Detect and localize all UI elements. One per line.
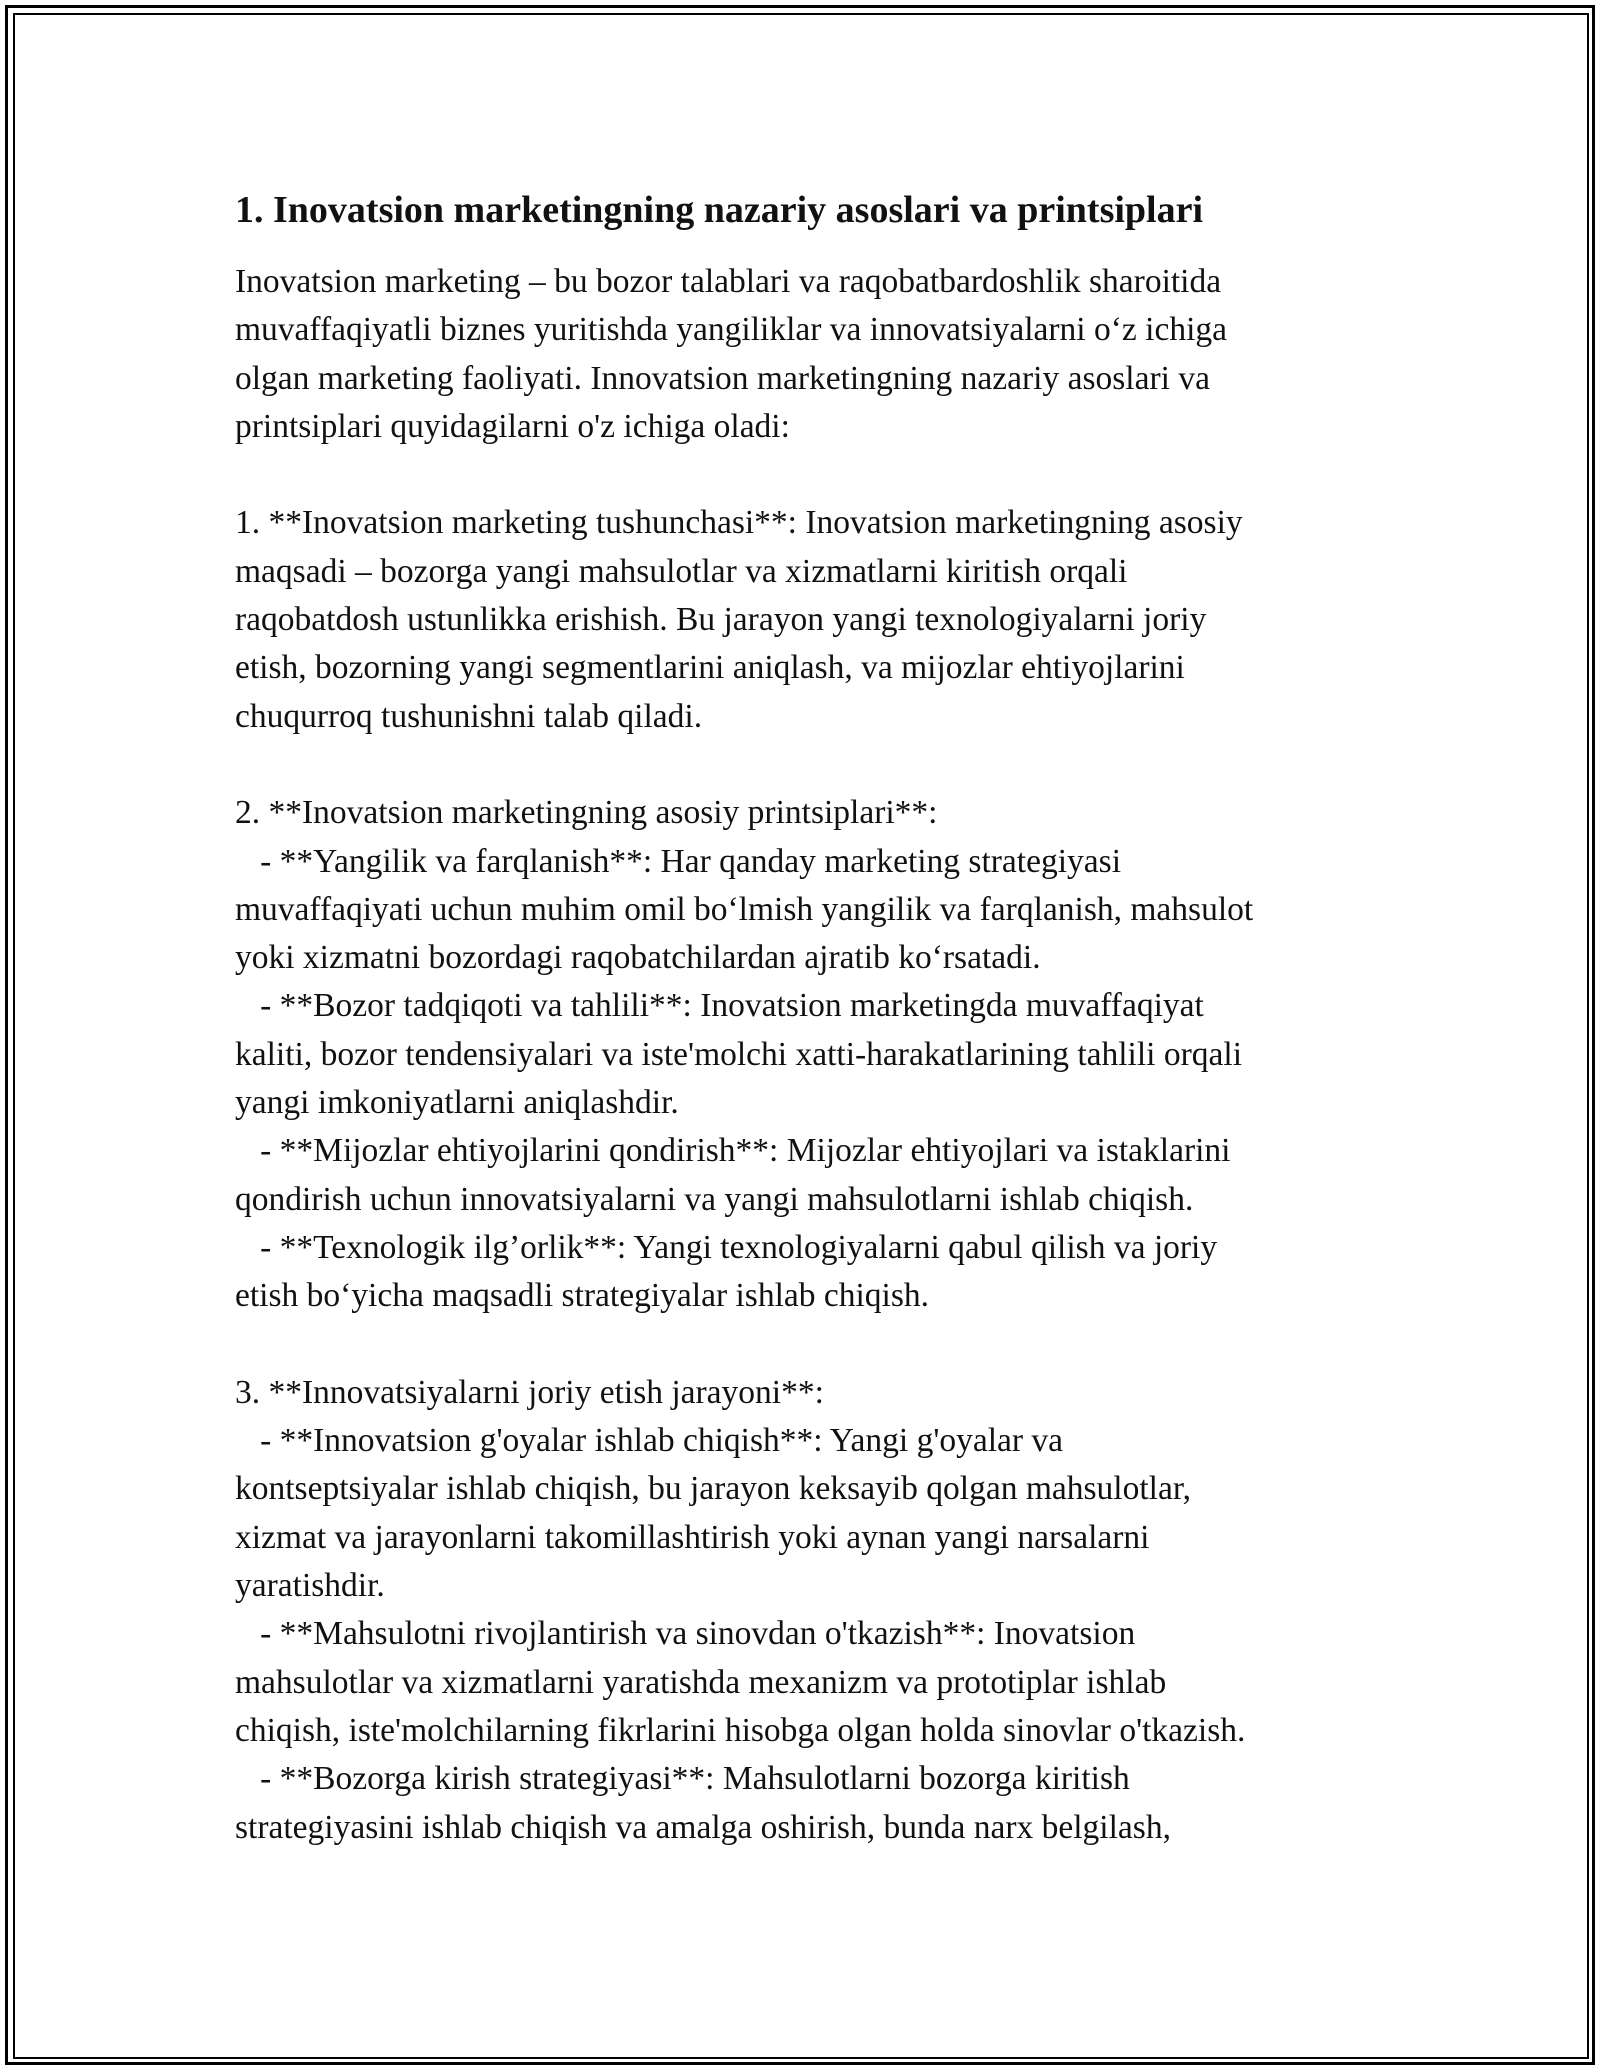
text-line: olgan marketing faoliyati. Innovatsion marketingning nazariy asoslari va	[235, 359, 1210, 397]
blank-line	[235, 451, 1355, 499]
text-line: - **Bozorga kirish strategiyasi**: Mahsulotlarni bozorga kiritish	[235, 1760, 1130, 1798]
text-line: etish, bozorning yangi segmentlarini aniqlash, va mijozlar ehtiyojlarini	[235, 649, 1185, 687]
text-line: - **Texnologik ilg’orlik**: Yangi texnologiyalarni qabul qilish va joriy	[235, 1228, 1218, 1266]
text-line: yoki xizmatni bozordagi raqobatchilardan ajratib koʻrsatadi.	[235, 939, 1041, 977]
text-line: - **Bozor tadqiqoti va tahlili**: Inovatsion marketingda muvaffaqiyat	[235, 987, 1204, 1025]
text-line: Inovatsion marketing – bu bozor talablari va raqobatbardoshlik sharoitida	[235, 263, 1222, 300]
text-line: chuqurroq tushunishni talab qiladi.	[235, 697, 703, 735]
blank-line	[235, 741, 1355, 789]
text-line: kontseptsiyalar ishlab chiqish, bu jarayon keksayib qolgan mahsulotlar,	[235, 1470, 1192, 1508]
text-line: strategiyasini ishlab chiqish va amalga oshirish, bunda narx belgilash,	[235, 1808, 1171, 1846]
text-line: raqobatdosh ustunlikka erishish. Bu jarayon yangi texnologiyalarni joriy	[235, 601, 1207, 639]
text-line: kaliti, bozor tendensiyalari va iste'molchi xatti-harakatlarining tahlili orqali	[235, 1035, 1242, 1073]
text-line: yaratishdir.	[235, 1567, 385, 1605]
text-line: maqsadi – bozorga yangi mahsulotlar va xizmatlarni kiritish orqali	[235, 552, 1128, 590]
text-line: muvaffaqiyatli biznes yuritishda yangiliklar va innovatsiyalarni oʻz ichiga	[235, 311, 1227, 349]
document-content	[235, 186, 1355, 1852]
text-line: - **Innovatsion g'oyalar ishlab chiqish**: Yangi g'oyalar va	[235, 1422, 1064, 1460]
text-line: 1. **Inovatsion marketing tushunchasi**: Inovatsion marketingning asosiy	[235, 504, 1243, 542]
text-line: qondirish uchun innovatsiyalarni va yangi mahsulotlarni ishlab chiqish.	[235, 1180, 1194, 1218]
text-line: xizmat va jarayonlarni takomillashtirish yoki aynan yangi narsalarni	[235, 1518, 1150, 1556]
text-line: muvaffaqiyati uchun muhim omil boʻlmish yangilik va farqlanish, mahsulot	[235, 890, 1254, 928]
document-body	[235, 258, 1355, 1852]
text-line: - **Mijozlar ehtiyojlarini qondirish**: Mijozlar ehtiyojlari va istaklarini	[235, 1132, 1231, 1170]
text-line: 3. **Innovatsiyalarni joriy etish jarayoni**:	[235, 1373, 824, 1411]
text-line: - **Mahsulotni rivojlantirish va sinovdan o'tkazish**: Inovatsion	[235, 1615, 1136, 1653]
text-line: chiqish, iste'molchilarning fikrlarini hisobga olgan holda sinovlar o'tkazish.	[235, 1711, 1246, 1749]
text-line: etish boʻyicha maqsadli strategiyalar ishlab chiqish.	[235, 1277, 930, 1315]
text-line: - **Yangilik va farqlanish**: Har qanday marketing strategiyasi	[235, 842, 1121, 880]
text-line: yangi imkoniyatlarni aniqlashdir.	[235, 1084, 679, 1122]
blank-line	[235, 1321, 1355, 1369]
text-line: 2. **Inovatsion marketingning asosiy printsiplari**:	[235, 794, 938, 832]
text-line: mahsulotlar va xizmatlarni yaratishda mexanizm va prototiplar ishlab	[235, 1663, 1167, 1701]
document-title: 1. Inovatsion marketingning nazariy asoslari va printsiplari	[235, 189, 1204, 231]
text-line: printsiplari quyidagilarni o'z ichiga oladi:	[235, 407, 790, 445]
